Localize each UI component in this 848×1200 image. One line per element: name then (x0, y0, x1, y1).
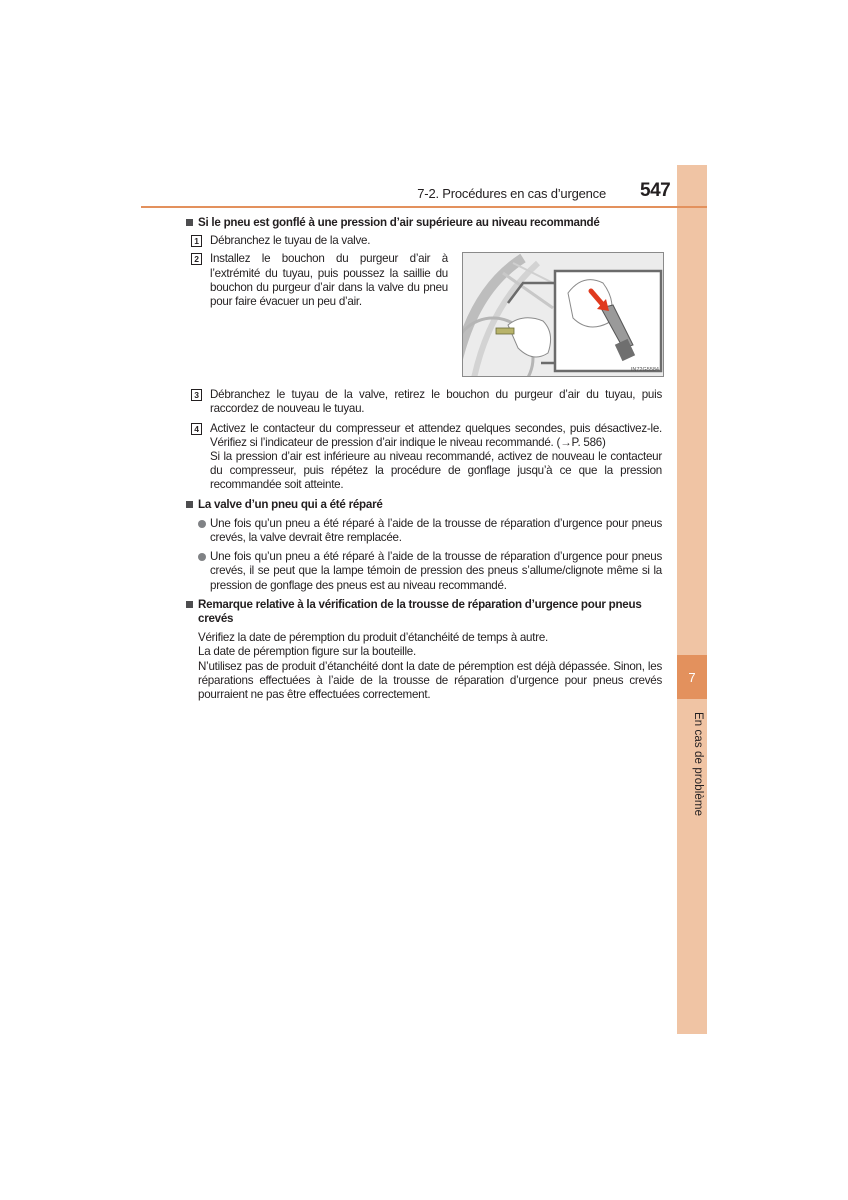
step-number: 2 (191, 253, 202, 265)
step-4 (186, 422, 662, 493)
step-number: 4 (191, 423, 202, 435)
step-text: Activez le contacteur du compresseur et attendez quelques secondes, puis désactivez-le. Vérifiez si l’indicateur de pression d’air indique le niveau recommandé. (→P. 586) (210, 421, 662, 449)
page-number: 547 (640, 180, 671, 201)
list-item-text: Une fois qu’un pneu a été réparé à l’aide de la trousse de réparation d’urgence pour pneus crevés, la valve devrait être remplacée. (210, 516, 662, 545)
paragraph (186, 631, 662, 702)
step-text-continued: Si la pression d’air est inférieure au niveau recommandé, activez de nouveau le contacteur du compresseur, puis répétez la procédure de gonflage jusqu’à ce que la pression recommandée soit atteinte. (210, 450, 662, 492)
section-heading-text: Si le pneu est gonflé à une pression d’air supérieure au niveau recommandé (198, 216, 600, 229)
paragraph-line: Vérifiez la date de péremption du produit d’étanchéité de temps à autre. (198, 631, 549, 645)
section-heading-text: Remarque relative à la vérification de la trousse de réparation d’urgence pour pneus crevés (198, 597, 642, 626)
header-rule (141, 206, 707, 208)
main-content (186, 216, 662, 702)
list-item (186, 517, 662, 545)
list-item-text: Une fois qu’un pneu a été réparé à l’aide de la trousse de réparation d’urgence pour pneus crevés, il se peut que la lampe témoin de pression des pneus s’allume/clignote même si la pression de gonflage des pneus est au niveau recommandé. (210, 550, 662, 592)
step-3 (186, 388, 662, 416)
section-heading-repaired-valve (186, 498, 662, 512)
square-bullet-icon (186, 501, 193, 508)
square-bullet-icon (186, 601, 193, 608)
section-heading-kit-check (186, 598, 662, 626)
section-heading-overpressure (186, 216, 662, 230)
step-text: Débranchez le tuyau de la valve, retirez le bouchon du purgeur d’air du tuyau, puis raccordez de nouveau le tuyau. (210, 388, 662, 416)
step-1 (186, 234, 662, 248)
section-title: 7-2. Procédures en cas d’urgence (417, 186, 606, 201)
step-text: Débranchez le tuyau de la valve. (210, 234, 371, 248)
bullet-dot-icon (198, 520, 206, 528)
chapter-number-badge (677, 655, 707, 699)
chapter-title: En cas de problème (692, 712, 704, 817)
section-heading-text: La valve d’un pneu qui a été réparé (198, 497, 383, 511)
illustration-code: IN72G5584 (630, 367, 659, 373)
chapter-number: 7 (688, 669, 696, 685)
bullet-dot-icon (198, 553, 206, 561)
square-bullet-icon (186, 219, 193, 226)
step-number: 1 (191, 235, 202, 247)
list-item (186, 550, 662, 593)
paragraph-line: N’utilisez pas de produit d’étanchéité dont la date de péremption est déjà dépassée. Sinon, les réparations effectuées à l’aide de la trousse de réparation d’urgence pour pneus crevés pourraient ne pas être effectuées correctement. (198, 659, 662, 702)
step-number: 3 (191, 389, 202, 401)
chapter-side-tab (677, 165, 707, 1034)
step-2 (186, 252, 448, 309)
step-text: Installez le bouchon du purgeur d’air à l’extrémité du tuyau, puis poussez la saillie du bouchon du purgeur d’air dans la valve du pneu pour faire évacuer un peu d’air. (210, 252, 448, 309)
paragraph-line: La date de péremption figure sur la bouteille. (198, 645, 416, 659)
